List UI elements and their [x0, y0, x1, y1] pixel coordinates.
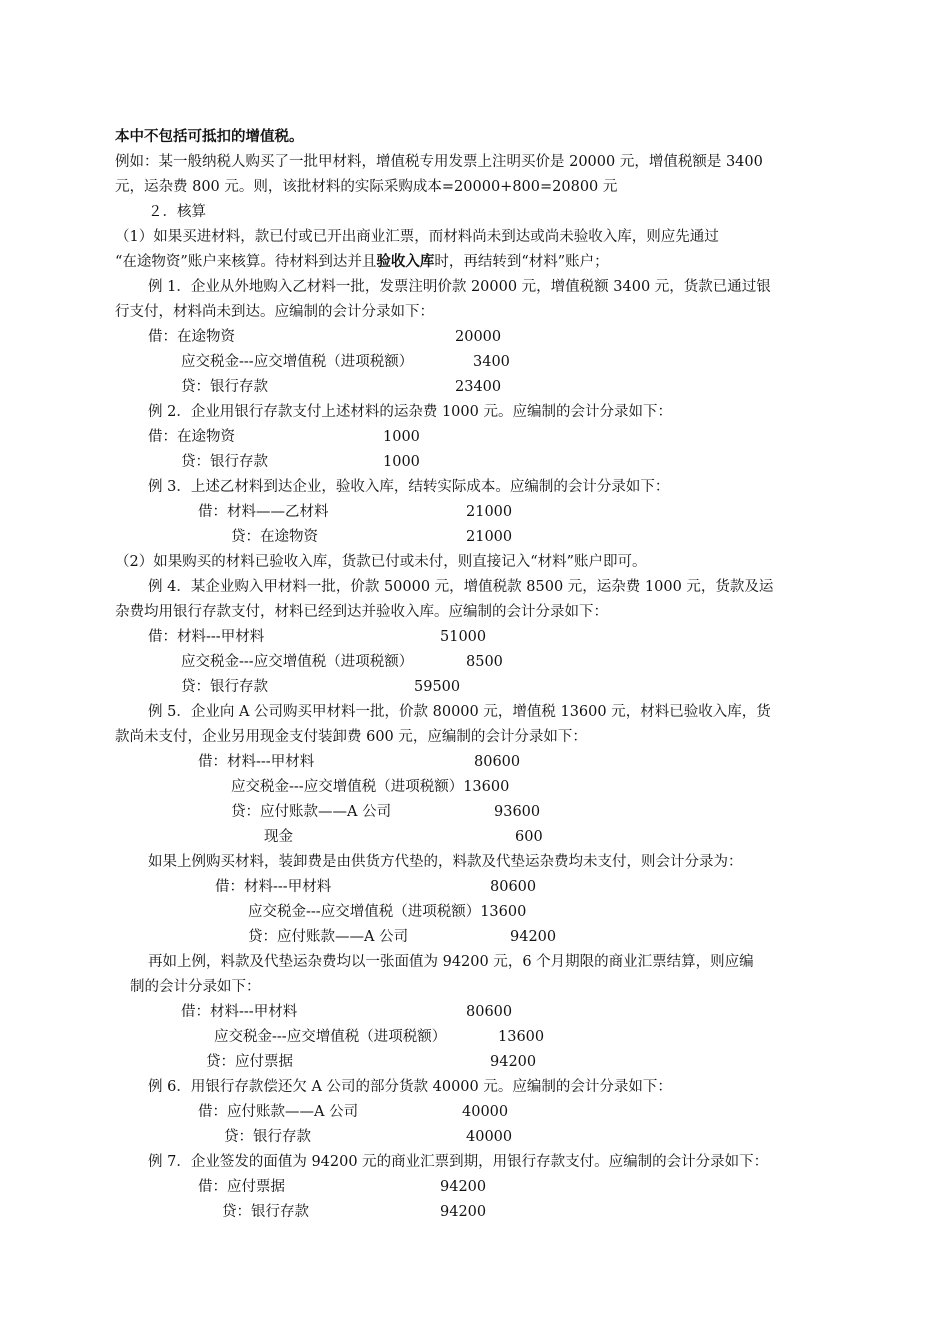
ex6-credit-label: 贷：银行存款 [224, 1129, 311, 1145]
case1-line-2 [115, 253, 609, 271]
intro-example-line-1: 例如：某一般纳税人购买了一批甲材料，增值税专用发票上注明买价是 20000 元，增值税额是 3400 [115, 154, 763, 170]
ex4-desc-line-1: 例 4．某企业购入甲材料一批，价款 50000 元，增值税款 8500 元，运杂费 1000 元，货款及运 [148, 579, 774, 595]
ex5-tax-line: 应交税金---应交增值税（进项税额）13600 [231, 779, 510, 795]
ex7-desc: 例 7．企业签发的面值为 94200 元的商业汇票到期，用银行存款支付。应编制的会计分录如下： [148, 1154, 769, 1170]
var2-desc-line-2: 制的会计分录如下： [130, 979, 261, 995]
ex3-desc: 例 3．上述乙材料到达企业，验收入库，结转实际成本。应编制的会计分录如下： [148, 479, 670, 495]
ex6-desc: 例 6．用银行存款偿还欠 A 公司的部分货款 40000 元。应编制的会计分录如下： [148, 1079, 672, 1095]
var2-tax-label: 应交税金---应交增值税（进项税额） [214, 1029, 447, 1045]
case1-line-2-b: 时，再结转到“材料”账户； [434, 254, 609, 270]
ex4-debit-amount: 51000 [440, 629, 487, 645]
ex5-debit-amount: 80600 [474, 754, 521, 770]
var1-credit-amount: 94200 [510, 929, 557, 945]
ex1-desc-line-1: 例 1．企业从外地购入乙材料一批，发票注明价款 20000 元，增值税额 3400 元，货款已通过银 [148, 279, 771, 295]
ex6-debit-label: 借：应付账款——A 公司 [198, 1104, 359, 1120]
intro-example-line-2: 元，运杂费 800 元。则，该批材料的实际采购成本=20000+800=20800 元 [115, 179, 618, 195]
ex4-tax-label: 应交税金---应交增值税（进项税额） [181, 654, 414, 670]
case1-line-2-bold: 验收入库 [376, 253, 435, 270]
var1-tax-line: 应交税金---应交增值税（进项税额）13600 [248, 904, 527, 920]
ex3-credit-amount: 21000 [466, 529, 513, 545]
case2-line: （2）如果购买的材料已验收入库，货款已付或未付，则直接记入“材料”账户即可。 [115, 554, 647, 570]
ex1-tax-amount: 3400 [473, 354, 510, 370]
var1-credit-label: 贷：应付账款——A 公司 [248, 929, 409, 945]
ex4-debit-label: 借：材料---甲材料 [148, 629, 265, 645]
ex5-debit-label: 借：材料---甲材料 [198, 754, 315, 770]
ex1-credit-amount: 23400 [455, 379, 502, 395]
ex4-tax-amount: 8500 [466, 654, 503, 670]
ex2-debit-amount: 1000 [383, 429, 420, 445]
ex6-debit-amount: 40000 [462, 1104, 509, 1120]
ex1-debit-amount: 20000 [455, 329, 502, 345]
section-heading: ２．核算 [148, 204, 206, 220]
ex3-debit-amount: 21000 [466, 504, 513, 520]
var2-debit-label: 借：材料---甲材料 [181, 1004, 298, 1020]
var2-credit-amount: 94200 [490, 1054, 537, 1070]
ex3-debit-label: 借：材料——乙材料 [198, 504, 329, 520]
ex5-credit-amount: 93600 [494, 804, 541, 820]
ex2-desc: 例 2．企业用银行存款支付上述材料的运杂费 1000 元。应编制的会计分录如下： [148, 404, 672, 420]
ex5-credit-label: 贷：应付账款——A 公司 [231, 804, 392, 820]
var1-debit-amount: 80600 [490, 879, 537, 895]
ex2-credit-amount: 1000 [383, 454, 420, 470]
ex2-credit-label: 贷：银行存款 [181, 454, 268, 470]
ex7-debit-label: 借：应付票据 [198, 1179, 285, 1195]
ex5-cash-label: 现金 [264, 829, 293, 845]
intro-bold-line: 本中不包括可抵扣的增值税。 [115, 128, 304, 145]
case1-line-2-a: “在途物资”账户来核算。待材料到达并且 [115, 254, 377, 270]
ex4-credit-amount: 59500 [414, 679, 461, 695]
ex5-desc-line-2: 款尚未支付，企业另用现金支付装卸费 600 元，应编制的会计分录如下： [115, 729, 587, 745]
ex7-credit-label: 贷：银行存款 [222, 1204, 309, 1220]
var2-credit-label: 贷：应付票据 [206, 1054, 293, 1070]
ex5-desc-line-1: 例 5．企业向 A 公司购买甲材料一批，价款 80000 元，增值税 13600 元，材料已验收入库，货 [148, 704, 771, 720]
ex1-desc-line-2: 行支付，材料尚未到达。应编制的会计分录如下： [115, 304, 434, 320]
ex4-credit-label: 贷：银行存款 [181, 679, 268, 695]
var1-debit-label: 借：材料---甲材料 [215, 879, 332, 895]
ex2-debit-label: 借：在途物资 [148, 429, 235, 445]
var2-desc-line-1: 再如上例，料款及代垫运杂费均以一张面值为 94200 元，6 个月期限的商业汇票结算，则应编 [148, 954, 754, 970]
ex1-credit-label: 贷：银行存款 [181, 379, 268, 395]
ex4-desc-line-2: 杂费均用银行存款支付，材料已经到达并验收入库。应编制的会计分录如下： [115, 604, 608, 620]
ex1-tax-label: 应交税金---应交增值税（进项税额） [181, 354, 414, 370]
var2-tax-amount: 13600 [498, 1029, 545, 1045]
ex3-credit-label: 贷：在途物资 [231, 529, 318, 545]
ex7-debit-amount: 94200 [440, 1179, 487, 1195]
var2-debit-amount: 80600 [466, 1004, 513, 1020]
ex7-credit-amount: 94200 [440, 1204, 487, 1220]
var1-desc: 如果上例购买材料，装卸费是由供货方代垫的，料款及代垫运杂费均未支付，则会计分录为： [148, 854, 743, 870]
case1-line-1: （1）如果买进材料，款已付或已开出商业汇票，而材料尚未到达或尚未验收入库，则应先通过 [115, 229, 719, 245]
ex1-debit-label: 借：在途物资 [148, 329, 235, 345]
ex6-credit-amount: 40000 [466, 1129, 513, 1145]
ex5-cash-amount: 600 [515, 829, 543, 845]
